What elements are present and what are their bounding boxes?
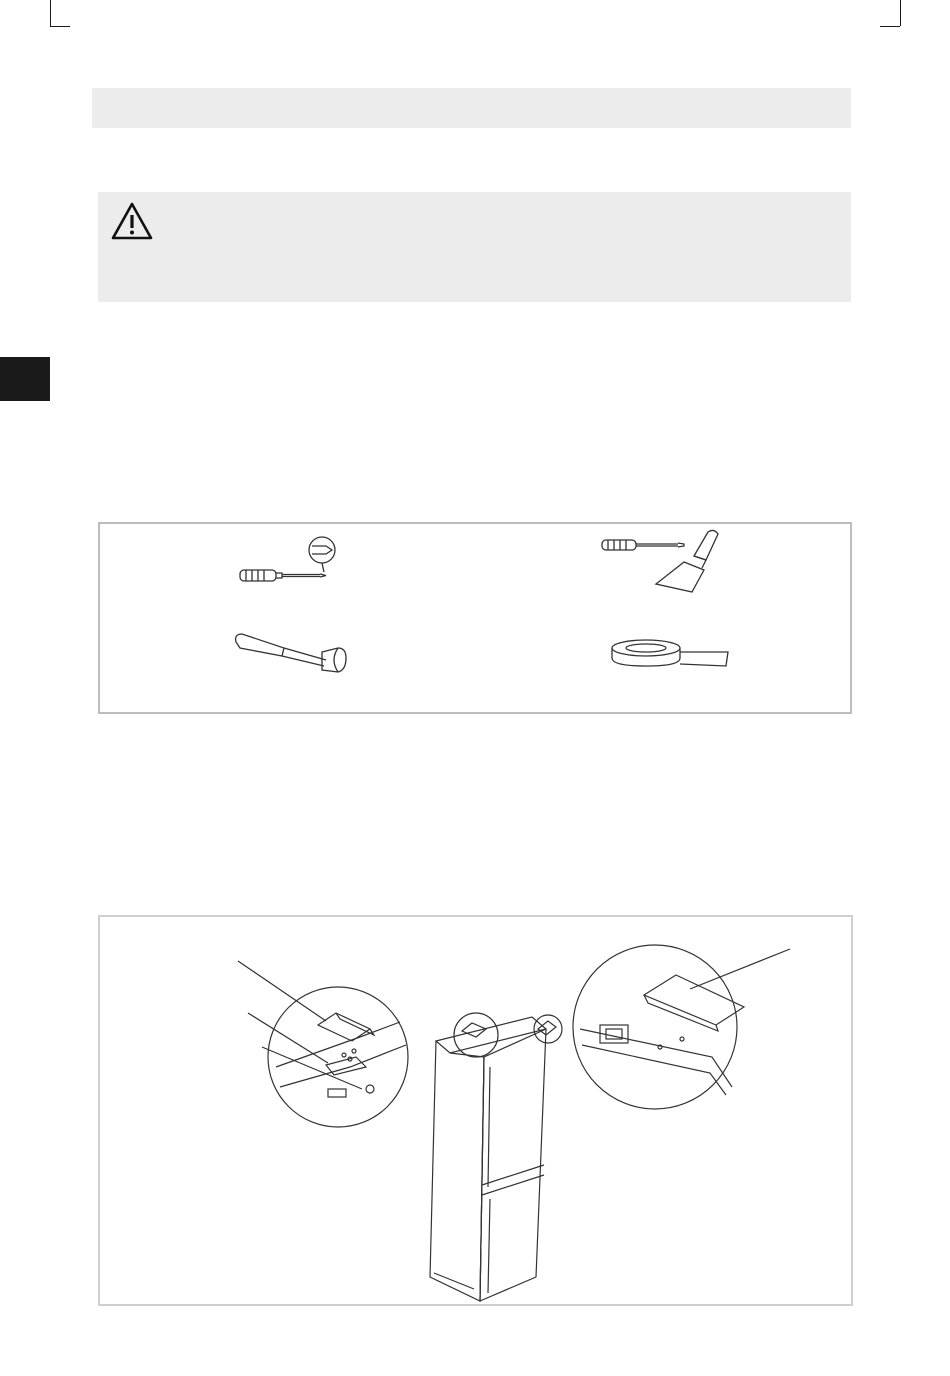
tools-box [98,522,852,714]
figure-box [98,915,853,1306]
phillips-screwdriver-icon [230,532,350,596]
side-tab [0,357,50,401]
crop-mark-top-right-v [900,0,901,26]
crop-mark-top-left-v [50,0,51,26]
crop-mark-top-right-h [880,26,900,27]
flat-screwdriver-putty-knife-icon [596,526,736,598]
warning-box [98,192,851,302]
crop-mark-top-left-h [50,26,70,27]
hammer-icon [226,624,366,684]
tape-roll-icon [606,636,736,676]
warning-triangle-icon [110,200,154,244]
section-heading-bar [92,88,851,128]
fridge-top-cover-illustration [100,917,851,1304]
